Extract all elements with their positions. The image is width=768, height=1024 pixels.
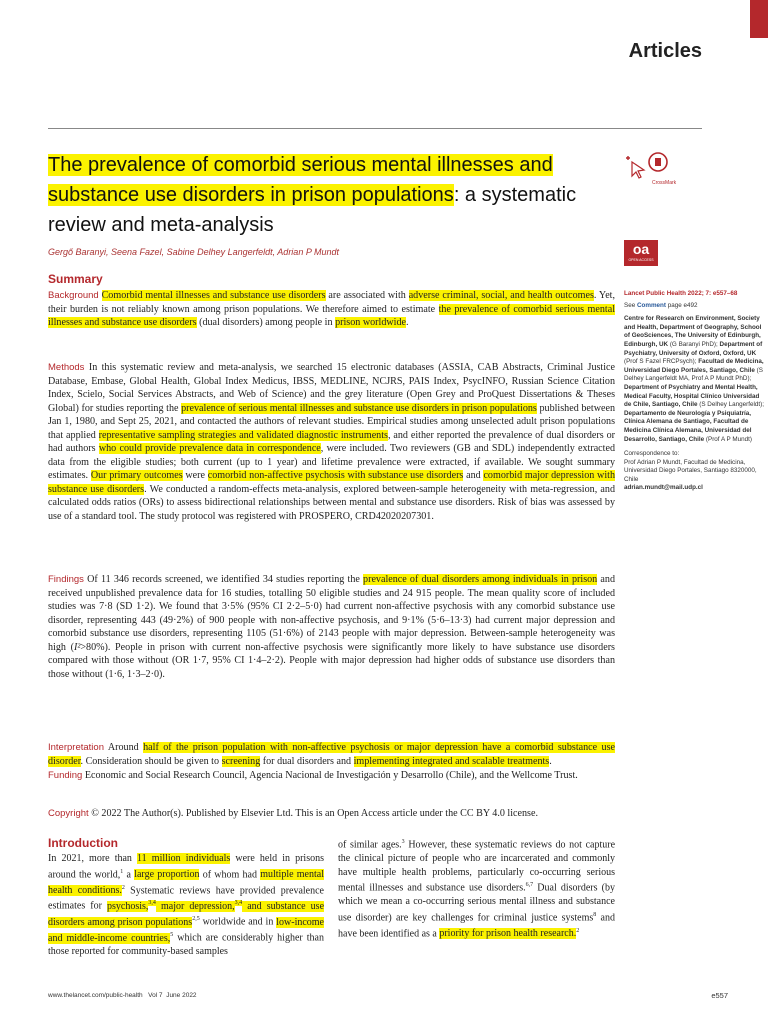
affiliation-author: (S Delhey Langerfeldt); bbox=[699, 401, 764, 409]
intro-column-2 bbox=[338, 836, 615, 940]
sidebar bbox=[624, 290, 764, 493]
hl-text: half of the prison population with non-affective psychosis or major depression have a comorbid substance use disorder bbox=[48, 742, 615, 767]
text: were held in prisons around the world, bbox=[48, 853, 324, 880]
article-title bbox=[48, 150, 618, 240]
hl-text: prevalence of dual disorders among individuals in prison bbox=[363, 574, 598, 585]
text: Systematic reviews have provided prevalence estimates for bbox=[48, 884, 324, 912]
correspondence-label: Correspondence to: bbox=[624, 450, 680, 458]
hl-text: implementing integrated and scalable treatments bbox=[353, 755, 550, 767]
background-paragraph bbox=[48, 289, 615, 330]
affiliation: Centre for Research on Environment, Society and Health, Department of Geography, School of GeoSciences, The University of Edinburgh, Edinburgh, UK bbox=[624, 315, 762, 348]
text: are associated with bbox=[325, 290, 409, 301]
oa-logo-text: oa bbox=[632, 241, 650, 257]
text: >80%). People in prison with current non-affective psychosis were significantly more likely to have substance use disorders compared with those without (OR 1·7, 95% CI 1·4–2·2). People with major depression had higher odds of substance use disorders than those without (1·6, 1·3–2·0). bbox=[48, 641, 615, 680]
ref[interactable]: 8 bbox=[593, 911, 597, 918]
hl-text: the prevalence of comorbid serious mental illnesses and substance use disorders bbox=[48, 303, 616, 329]
correspondence-email[interactable]: adrian.mundt@mail.udp.cl bbox=[624, 484, 703, 492]
text: In 2021, more than bbox=[48, 853, 138, 864]
funding-label: Funding bbox=[48, 770, 83, 781]
corner-tab bbox=[750, 0, 768, 38]
text: for dual disorders and bbox=[260, 755, 354, 767]
ref[interactable]: 2 bbox=[121, 884, 125, 891]
footer-url[interactable]: www.thelancet.com/public-health bbox=[48, 992, 143, 999]
text: , were included. Two reviewers (GB and SDL) independently extracted data from the eligible studies; both current (up to 1 year) and lifetime prevalence were extracted, if available. We sought summary estimates. bbox=[48, 443, 615, 482]
affiliation: Departamento de Neurología y Psiquiatría, Clínica Alemana de Santiago, Facultad de Medicina Clínica Alemana, Universidad del Desarrollo, Santiago, Chile bbox=[624, 409, 752, 443]
citation: Lancet Public Health 2022; 7: e557–68 bbox=[624, 290, 738, 297]
text: which are considerably higher than those reported for community-based samples bbox=[48, 932, 324, 958]
text: of similar ages. bbox=[338, 839, 402, 851]
text: . Yet, their burden is not reliably known among prison populations. We therefore aimed to estimate bbox=[48, 290, 616, 315]
ref[interactable]: 3,4 bbox=[148, 900, 156, 907]
text: , and either reported the prevalence of dual disorders or had authors bbox=[48, 429, 615, 455]
author-list: Gergő Baranyi, Seena Fazel, Sabine Delhey Langerfeldt, Adrian P Mundt bbox=[48, 247, 340, 257]
ref[interactable]: 2 bbox=[576, 927, 580, 934]
crossmark-label: CrossMark bbox=[652, 180, 677, 186]
text: Dual disorders (by which we mean a co-occurring serious mental illness and substance use disorder) are key challenges for criminal justice systems bbox=[338, 882, 616, 923]
hl-text: Comorbid mental illnesses and substance use disorders bbox=[101, 290, 326, 301]
findings-label: Findings bbox=[48, 574, 84, 585]
affiliation-author: (S Delhey Langerfeldt MA, Prof A P Mundt PhD); bbox=[624, 366, 763, 383]
text: a bbox=[123, 868, 135, 880]
affiliation-author: (Prof A P Mundt) bbox=[705, 435, 752, 443]
text: . bbox=[549, 755, 552, 767]
affiliation: Facultad de Medicina, Universidad Diego Portales, Santiago, Chile bbox=[624, 358, 764, 374]
hl-text: psychosis, bbox=[107, 900, 149, 912]
copyright-paragraph bbox=[48, 807, 615, 821]
text: and have been identified as a bbox=[338, 911, 615, 939]
hl-text: comorbid major depression with substance use disorders bbox=[48, 470, 615, 495]
hl-text: comorbid non-affective psychosis with substance use disorders bbox=[207, 470, 464, 482]
hl-text: who could provide prevalence data in correspondence bbox=[98, 443, 321, 455]
ref[interactable]: 3,4 bbox=[234, 900, 243, 907]
text: . Consideration should be given to bbox=[80, 755, 222, 767]
methods-paragraph bbox=[48, 361, 615, 524]
methods-label: Methods bbox=[48, 362, 85, 373]
text: page e492 bbox=[666, 301, 698, 309]
text: worldwide and in bbox=[199, 916, 277, 928]
section-label: Articles bbox=[628, 40, 702, 62]
hl-text: prevalence of serious mental illnesses and substance use disorders in prison populations bbox=[181, 402, 537, 414]
text: were bbox=[182, 470, 208, 482]
funding-paragraph bbox=[48, 769, 615, 783]
introduction-heading: Introduction bbox=[48, 836, 118, 850]
text: . bbox=[406, 317, 409, 329]
title-highlighted: The prevalence of comorbid serious mental illnesses and substance use disorders in prison populations bbox=[48, 154, 553, 206]
affiliation-author: (G Baranyi PhD); bbox=[669, 340, 718, 348]
affiliation: Department of Psychiatry and Mental Health, Medical Faculty, Hospital Clínico Universidad de Chile, Santiago, Chile bbox=[624, 383, 760, 409]
hl-text: large proportion bbox=[134, 868, 200, 880]
ref[interactable]: 2,5 bbox=[192, 916, 200, 923]
header-rule bbox=[48, 128, 702, 129]
text: However, these systematic reviews do not capture the clinical picture of people who are incarcerated and commonly have multiple health problems, particularly co-occurring serious mental illnesses and substance use disorders. bbox=[338, 839, 616, 894]
footer-volume: Vol 7 bbox=[148, 992, 163, 999]
hl-text: prison worldwide bbox=[335, 317, 406, 329]
hl-text: major depression, bbox=[155, 900, 235, 912]
interpretation-paragraph bbox=[48, 741, 615, 768]
footer-date: June 2022 bbox=[166, 992, 197, 999]
affiliation: Department of Psychiatry, University of Oxford, Oxford, UK bbox=[624, 340, 763, 357]
oa-logo-subtext: OPEN ACCESS bbox=[628, 258, 654, 262]
text: published between Jan 1, 1980, and Sept 25, 2021, and contacted the authors of relevant studies. Empirical studies among unselected adult prison populations that applied bbox=[48, 402, 615, 441]
crossmark-icon[interactable] bbox=[622, 150, 678, 188]
footer-left bbox=[48, 992, 197, 999]
hl-text: Our primary outcomes bbox=[90, 470, 183, 482]
copyright-label: Copyright bbox=[48, 808, 89, 819]
ref[interactable]: 6,7 bbox=[525, 882, 534, 889]
hl-text: screening bbox=[221, 755, 261, 767]
text: © 2022 The Author(s). Published by Elsevier Ltd. This is an Open Access article under the CC BY 4.0 license. bbox=[91, 808, 538, 819]
hl-text: adverse criminal, social, and health outcomes bbox=[408, 290, 594, 301]
intro-column-1 bbox=[48, 852, 324, 959]
title-rest: : a systematic review and meta-analysis bbox=[48, 184, 577, 236]
italic-text: I² bbox=[73, 641, 81, 653]
text: In this systematic review and meta-analysis, we searched 15 electronic databases (ASSIA, CAB Abstracts, Criminal Justice Database, Embase, Global Health, Global Index Medicus, IBSS, MEDLINE, NCJRS, PAIS Index, PsycINFO, Russian Science Citation Index, Scielo, Social Services Abstracts, and Web of Science) and the grey literature (Open Grey and ProQuest Dissertations & Theses Global) for studies reporting the bbox=[48, 362, 616, 414]
text: Economic and Social Research Council, Agencia Nacional de Investigación y Desarrollo (Chile), and the Wellcome Trust. bbox=[84, 770, 578, 781]
hl-text: priority for prison health research. bbox=[439, 927, 577, 939]
correspondence-name: Prof Adrian P Mundt, Facultad de Medicina, Universidad Diego Portales, Santiago 8320000, Chile bbox=[624, 458, 757, 483]
hl-text: multiple mental health conditions. bbox=[48, 868, 324, 896]
open-access-logo bbox=[624, 240, 658, 266]
text: . We conducted a random-effects meta-analysis, explored between-sample heterogeneity with meta-regression, and calculated odds ratios (ORs) to assess bidirectional relationships between mental and substance use disorders. Risk of bias was assessed by use of a standard tool. The study protocol was registered with PROSPERO, CRD42020207301. bbox=[48, 483, 615, 523]
background-label: Background bbox=[48, 290, 99, 301]
ref[interactable]: 1 bbox=[120, 868, 124, 875]
findings-paragraph bbox=[48, 573, 615, 681]
text: and bbox=[463, 470, 484, 482]
page-number: e557 bbox=[711, 991, 728, 1000]
ref[interactable]: 3 bbox=[401, 839, 405, 845]
text: Of 11 346 records screened, we identified 34 studies reporting the bbox=[87, 574, 364, 585]
interpretation-label: Interpretation bbox=[48, 742, 104, 753]
ref[interactable]: 5 bbox=[170, 932, 174, 939]
comment-link[interactable]: Comment bbox=[636, 301, 667, 309]
hl-text: low-income and middle-income countries, bbox=[48, 916, 324, 944]
text: (dual disorders) among people in bbox=[196, 317, 336, 329]
text: of whom had bbox=[199, 868, 261, 880]
summary-heading: Summary bbox=[48, 272, 103, 286]
affiliation-author: (Prof S Fazel FRCPsych); bbox=[624, 358, 697, 366]
text: Around bbox=[107, 742, 144, 753]
hl-text: and substance use disorders among prison populations bbox=[48, 900, 325, 928]
text: See bbox=[624, 301, 637, 309]
text: and received unpublished prevalence data for 16 studies, totalling 50 eligible studies and 24 915 people. The mean quality score of included studies was 7·8 (SD 1·2). We found that 3·5% (95% CI 2·2–5·0) had current non-affective psychosis with any comorbid substance use disorder, representing 443 (49·2%) of 900 people with non-affective psychosis, and 9·1% (5·6–13·3) had current major depression and comorbid substance use disorders, representing 1105 (51·6%) of 2143 people with major depression. Between-sample heterogeneity was high ( bbox=[48, 574, 615, 653]
hl-text: 11 million individuals bbox=[137, 853, 231, 864]
hl-text: representative sampling strategies and validated diagnostic instruments bbox=[98, 429, 388, 441]
see-comment bbox=[624, 302, 764, 311]
